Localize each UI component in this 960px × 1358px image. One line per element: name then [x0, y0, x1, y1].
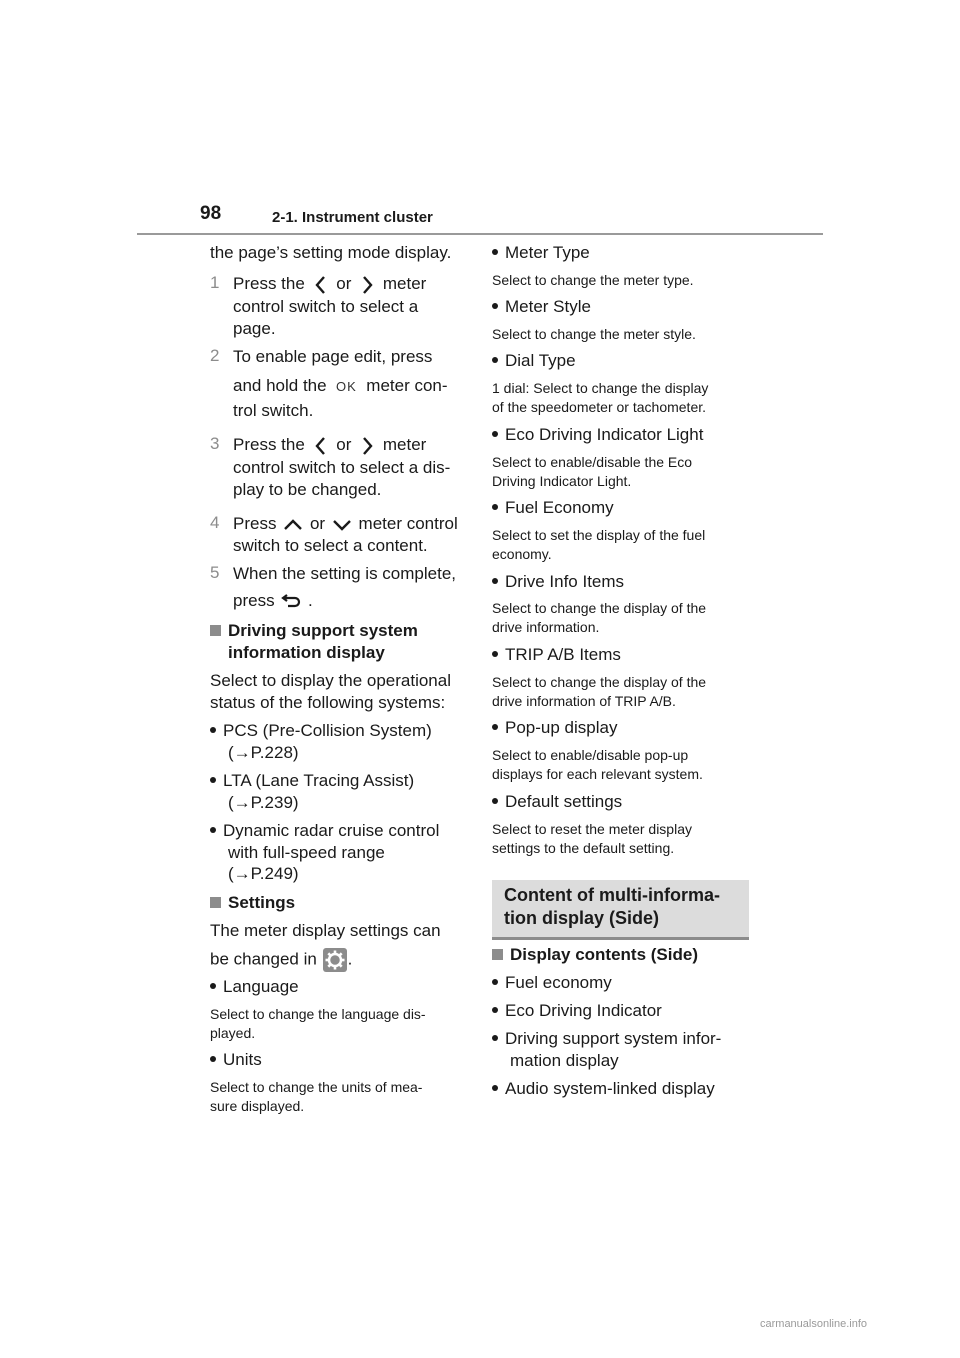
list-item: Pop-up display: [492, 717, 617, 739]
bullet-icon: [492, 504, 498, 510]
step-text: Press the: [233, 435, 305, 454]
list-item: Dynamic radar cruise control: [210, 820, 439, 842]
settings-heading: Settings: [210, 892, 295, 914]
step-text: or: [336, 435, 352, 454]
bullet-icon: [492, 249, 498, 255]
section-title-line-1: Content of multi-informa-: [504, 885, 720, 905]
step-text: or: [336, 274, 352, 293]
list-item: Fuel economy: [492, 972, 612, 994]
bullet-icon: [492, 1007, 498, 1013]
driving-support-text-2: status of the following systems:: [210, 693, 446, 712]
page-number: 98: [200, 203, 222, 224]
item-description: Select to change the meter style.: [492, 326, 696, 342]
item-description: economy.: [492, 546, 552, 562]
list-item-line-2: mation display: [510, 1051, 619, 1070]
section-title: 2-1. Instrument cluster: [272, 209, 433, 226]
bullet-icon: [492, 1085, 498, 1091]
item-description: displays for each relevant system.: [492, 766, 703, 782]
bullet-icon: [492, 1035, 498, 1041]
step-text: .: [308, 591, 313, 610]
bullet-icon: [210, 1056, 216, 1062]
bullet-icon: [210, 827, 216, 833]
display-contents-heading: Display contents (Side): [492, 944, 698, 966]
step-2-line-2: [233, 375, 448, 398]
chevron-left-icon: [310, 274, 332, 296]
step-text: meter control: [358, 514, 458, 533]
item-description: 1 dial: Select to change the display: [492, 380, 709, 396]
step-text: Press: [233, 514, 277, 533]
step-text: meter: [382, 435, 427, 454]
back-arrow-icon: [279, 593, 303, 611]
step-2-line-1: To enable page edit, press: [233, 347, 433, 366]
chevron-down-icon: [330, 516, 354, 534]
step-text: meter: [382, 274, 427, 293]
item-description: Select to enable/disable pop-up: [492, 747, 689, 763]
page-ref: (→P.249): [228, 864, 299, 883]
list-item: Meter Style: [492, 296, 591, 318]
settings-text: The meter display settings can: [210, 921, 441, 940]
square-bullet-icon: [492, 949, 503, 960]
step-1-line-1: [233, 273, 426, 296]
bullet-icon: [492, 798, 498, 804]
step-text: and hold the: [233, 376, 327, 395]
bullet-icon: [492, 724, 498, 730]
section-title-box: [492, 880, 749, 940]
bullet-icon: [492, 578, 498, 584]
settings-text-2: be changed in .: [210, 947, 352, 973]
list-item: Units: [210, 1049, 262, 1071]
driving-support-text: Select to display the operational: [210, 671, 451, 690]
list-item: Drive Info Items: [492, 571, 624, 593]
intro-text: the page’s setting mode display.: [210, 243, 452, 262]
step-4-line-2: switch to select a content.: [233, 536, 428, 555]
list-item: Fuel Economy: [492, 497, 614, 519]
list-item: Language: [210, 976, 299, 998]
bullet-icon: [210, 727, 216, 733]
item-description: Select to reset the meter display: [492, 821, 692, 837]
step-1-line-2: control switch to select a: [233, 297, 419, 316]
list-item: Dial Type: [492, 350, 576, 372]
item-description: Select to change the language dis-: [210, 1006, 426, 1022]
bullet-icon: [210, 983, 216, 989]
item-description: drive information of TRIP A/B.: [492, 693, 676, 709]
step-text: meter con-: [366, 376, 448, 395]
step-number: 2: [210, 346, 220, 365]
list-item: Default settings: [492, 791, 622, 813]
square-bullet-icon: [210, 897, 221, 908]
list-item: Eco Driving Indicator Light: [492, 424, 703, 446]
list-item: TRIP A/B Items: [492, 644, 621, 666]
item-description: Select to change the display of the: [492, 600, 707, 616]
bullet-icon: [492, 979, 498, 985]
watermark: carmanualsonline.info: [760, 1318, 868, 1330]
list-item: Audio system-linked display: [492, 1078, 715, 1100]
step-4-line-1: [233, 513, 458, 535]
step-text: Press the: [233, 274, 305, 293]
bullet-icon: [492, 303, 498, 309]
item-description: sure displayed.: [210, 1098, 305, 1114]
gear-icon: [322, 947, 348, 973]
bullet-icon: [492, 357, 498, 363]
driving-support-heading-line-2: information display: [228, 643, 385, 662]
step-number: 3: [210, 434, 220, 453]
step-number: 5: [210, 563, 220, 582]
step-number: 1: [210, 273, 220, 292]
page-ref: (→P.239): [228, 793, 299, 812]
item-description: played.: [210, 1025, 256, 1041]
list-item: Meter Type: [492, 242, 590, 264]
item-description: Select to change the display of the: [492, 674, 707, 690]
item-description: Driving Indicator Light.: [492, 473, 632, 489]
step-text: press: [233, 591, 275, 610]
item-description: Select to set the display of the fuel: [492, 527, 706, 543]
step-1-line-3: page.: [233, 319, 276, 338]
step-3-line-3: play to be changed.: [233, 480, 382, 499]
bullet-icon: [492, 651, 498, 657]
chevron-right-icon: [356, 435, 378, 457]
list-item: PCS (Pre-Collision System): [210, 720, 432, 742]
item-description: drive information.: [492, 619, 600, 635]
chevron-right-icon: [356, 274, 378, 296]
step-5-line-1: When the setting is complete,: [233, 564, 457, 583]
square-bullet-icon: [210, 625, 221, 636]
item-description: Select to change the meter type.: [492, 272, 694, 288]
step-3-line-1: [233, 434, 426, 457]
bullet-icon: [492, 431, 498, 437]
list-item-line-2: with full-speed range: [228, 843, 385, 862]
step-text: or: [309, 514, 326, 533]
driving-support-heading: Driving support system: [210, 620, 418, 642]
list-item: Eco Driving Indicator: [492, 1000, 662, 1022]
ok-button-icon: OK: [336, 379, 357, 394]
section-title-line-2: tion display (Side): [504, 908, 660, 928]
header-divider: [137, 233, 823, 235]
list-item: LTA (Lane Tracing Assist): [210, 770, 414, 792]
item-description: settings to the default setting.: [492, 840, 675, 856]
page-ref: (→P.228): [228, 743, 299, 762]
step-2-line-3: trol switch.: [233, 401, 314, 420]
step-5-line-2: [233, 590, 313, 612]
list-item: Driving support system infor-: [492, 1028, 721, 1050]
item-description: Select to change the units of mea-: [210, 1079, 423, 1095]
chevron-left-icon: [310, 435, 332, 457]
step-number: 4: [210, 513, 220, 532]
step-3-line-2: control switch to select a dis-: [233, 458, 451, 477]
chevron-up-icon: [281, 516, 305, 534]
item-description: of the speedometer or tachometer.: [492, 399, 707, 415]
item-description: Select to enable/disable the Eco: [492, 454, 693, 470]
bullet-icon: [210, 777, 216, 783]
